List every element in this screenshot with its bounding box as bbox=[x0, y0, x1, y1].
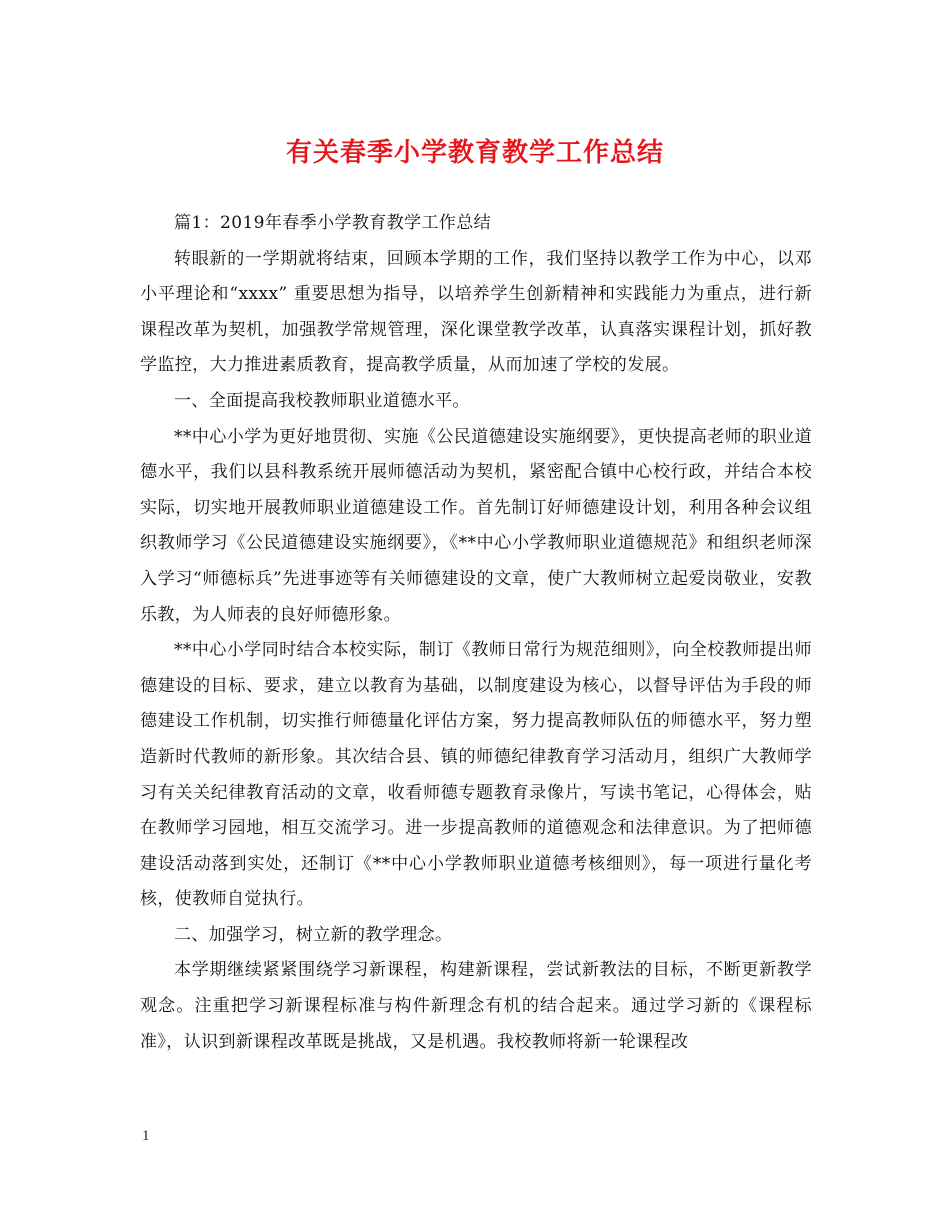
section-heading: 一、全面提高我校教师职业道德水平。 bbox=[174, 390, 470, 411]
document-body bbox=[140, 206, 812, 1060]
section-heading: 篇1：2019年春季小学教育教学工作总结 bbox=[174, 213, 492, 233]
paragraph: **中心小学同时结合本校实际，制订《教师日常行为规范细则》，向全校教师提出师德建设的目标、要求，建立以教育为基础，以制度建设为核心，以督导评估为手段的师德建设工作机制，切实推行师德量化评估方案，努力提高教师队伍的师德水平，努力塑造新时代教师的新形象。其次结合县、镇的师德纪律教育学习活动月，组织广大教师学习有关关纪律教育活动的文章，收看师德专题教育录像片，写读书笔记，心得体会，贴在教师学习园地，相互交流学习。进一步提高教师的道德观念和法律意识。为了把师德建设活动落到实处，还制订《**中心小学教师职业道德考核细则》，每一项进行量化考核，使教师自觉执行。 bbox=[140, 640, 812, 910]
paragraph: **中心小学为更好地贯彻、实施《公民道德建设实施纲要》，更快提高老师的职业道德水平，我们以县科教系统开展师德活动为契机，紧密配合镇中心校行政，并结合本校实际，切实地开展教师职业道德建设工作。首先制订好师德建设计划，利用各种会议组织教师学习《公民道德建设实施纲要》，《**中心小学教师职业道德规范》和组织老师深入学习“师德标兵”先进事迹等有关师德建设的文章，使广大教师树立起爱岗敬业，安教乐教，为人师表的良好师德形象。 bbox=[140, 426, 812, 625]
document-title: 有关春季小学教育教学工作总结 bbox=[285, 138, 664, 168]
page-number: 1 bbox=[142, 1128, 150, 1144]
paragraph: 转眼新的一学期就将结束，回顾本学期的工作，我们坚持以教学工作为中心，以邓小平理论和“xxxx” 重要思想为指导，以培养学生创新精神和实践能力为重点，进行新课程改革为契机，加强教学常规管理，深化课堂教学改革，认真落实课程计划，抓好教学监控，大力推进素质教育，提高教学质量，从而加速了学校的发展。 bbox=[140, 248, 812, 376]
section-heading: 二、加强学习，树立新的教学理念。 bbox=[174, 924, 453, 945]
paragraph: 本学期继续紧紧围绕学习新课程，构建新课程，尝试新教法的目标，不断更新教学观念。注重把学习新课程标准与构件新理念有机的结合起来。通过学习新的《课程标准》，认识到新课程改革既是挑战，又是机遇。我校教师将新一轮课程改 bbox=[140, 960, 812, 1052]
